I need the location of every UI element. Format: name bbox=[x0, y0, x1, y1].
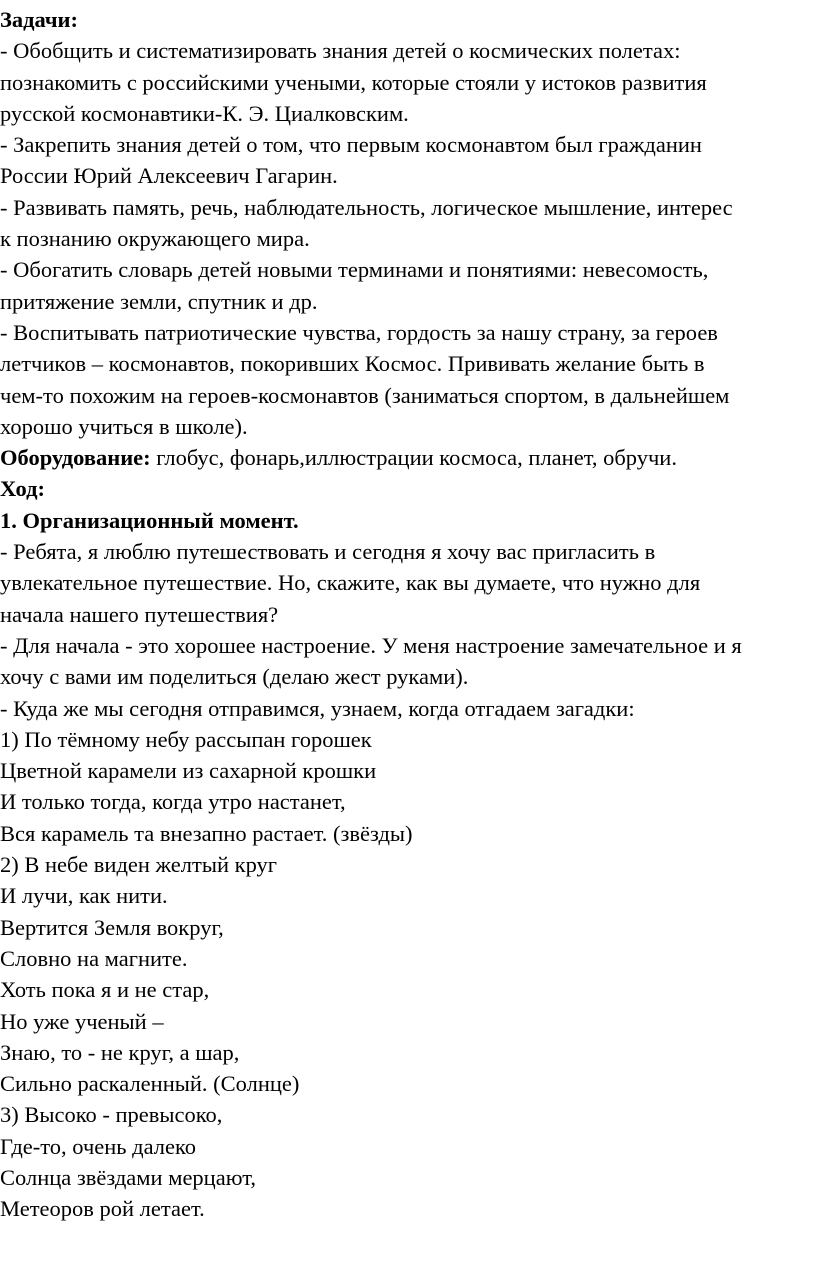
tasks-line: познакомить с российскими учеными, которые стояли у истоков развития bbox=[0, 69, 707, 95]
riddle-line: Знаю, то - не круг, а шар, bbox=[0, 1039, 240, 1065]
equipment-label: Оборудование: bbox=[0, 445, 151, 471]
riddle-line: И лучи, как нити. bbox=[0, 883, 168, 909]
section-title: 1. Организационный момент. bbox=[0, 507, 299, 533]
riddle-line: Где-то, очень далеко bbox=[0, 1133, 197, 1159]
riddle-line: Вся карамель та внезапно растает. (звёзды) bbox=[0, 820, 413, 846]
course-line: - Для начала - это хорошее настроение. У меня настроение замечательное и я bbox=[0, 632, 742, 658]
riddle-line: 1) По тёмному небу рассыпан горошек bbox=[0, 726, 372, 752]
riddle-line: Метеоров рой летает. bbox=[0, 1196, 205, 1222]
riddle-line: Вертится Земля вокруг, bbox=[0, 914, 224, 940]
tasks-line: - Обогатить словарь детей новыми терминами и понятиями: невесомость, bbox=[0, 257, 709, 283]
course-line: - Ребята, я люблю путешествовать и сегодня я хочу вас пригласить в bbox=[0, 539, 656, 565]
course-heading: Ход: bbox=[0, 476, 46, 502]
tasks-line: притяжение земли, спутник и др. bbox=[0, 288, 318, 314]
tasks-line: хорошо учиться в школе). bbox=[0, 413, 248, 439]
tasks-line: летчиков – космонавтов, покоривших Космос. Прививать желание быть в bbox=[0, 351, 705, 377]
equipment-line bbox=[0, 442, 812, 473]
riddle-line: Хоть пока я и не стар, bbox=[0, 977, 210, 1003]
riddle-line: Сильно раскаленный. (Солнце) bbox=[0, 1071, 300, 1097]
tasks-line: чем-то похожим на героев-космонавтов (заниматься спортом, в дальнейшем bbox=[0, 382, 730, 408]
riddle-line: Словно на магните. bbox=[0, 945, 188, 971]
riddle-line: 3) Высоко - превысоко, bbox=[0, 1102, 223, 1128]
tasks-line: - Закрепить знания детей о том, что первым космонавтом был гражданин bbox=[0, 132, 702, 158]
riddle-line: И только тогда, когда утро настанет, bbox=[0, 789, 346, 815]
tasks-line: - Развивать память, речь, наблюдательность, логическое мышление, интерес bbox=[0, 194, 733, 220]
course-line: увлекательное путешествие. Но, скажите, как вы думаете, что нужно для bbox=[0, 570, 701, 596]
course-line: начала нашего путешествия? bbox=[0, 601, 279, 627]
document-text bbox=[0, 4, 812, 1225]
course-line: хочу с вами им поделиться (делаю жест руками). bbox=[0, 664, 469, 690]
riddle-line: Но уже ученый – bbox=[0, 1008, 164, 1034]
tasks-line: России Юрий Алексеевич Гагарин. bbox=[0, 163, 338, 189]
tasks-line: к познанию окружающего мира. bbox=[0, 226, 310, 252]
riddle-line: 2) В небе виден желтый круг bbox=[0, 852, 277, 878]
tasks-heading: Задачи: bbox=[0, 7, 79, 32]
course-line: - Куда же мы сегодня отправимся, узнаем, когда отгадаем загадки: bbox=[0, 695, 635, 721]
riddle-line: Цветной карамели из сахарной крошки bbox=[0, 758, 377, 784]
tasks-line: русской космонавтики-К. Э. Циалковским. bbox=[0, 100, 409, 126]
tasks-line: - Обобщить и систематизировать знания детей о космических полетах: bbox=[0, 38, 681, 64]
riddle-line: Солнца звёздами мерцают, bbox=[0, 1164, 256, 1190]
equipment-text: глобус, фонарь,иллюстрации космоса, планет, обручи. bbox=[150, 445, 677, 471]
tasks-line: - Воспитывать патриотические чувства, гордость за нашу страну, за героев bbox=[0, 319, 718, 345]
